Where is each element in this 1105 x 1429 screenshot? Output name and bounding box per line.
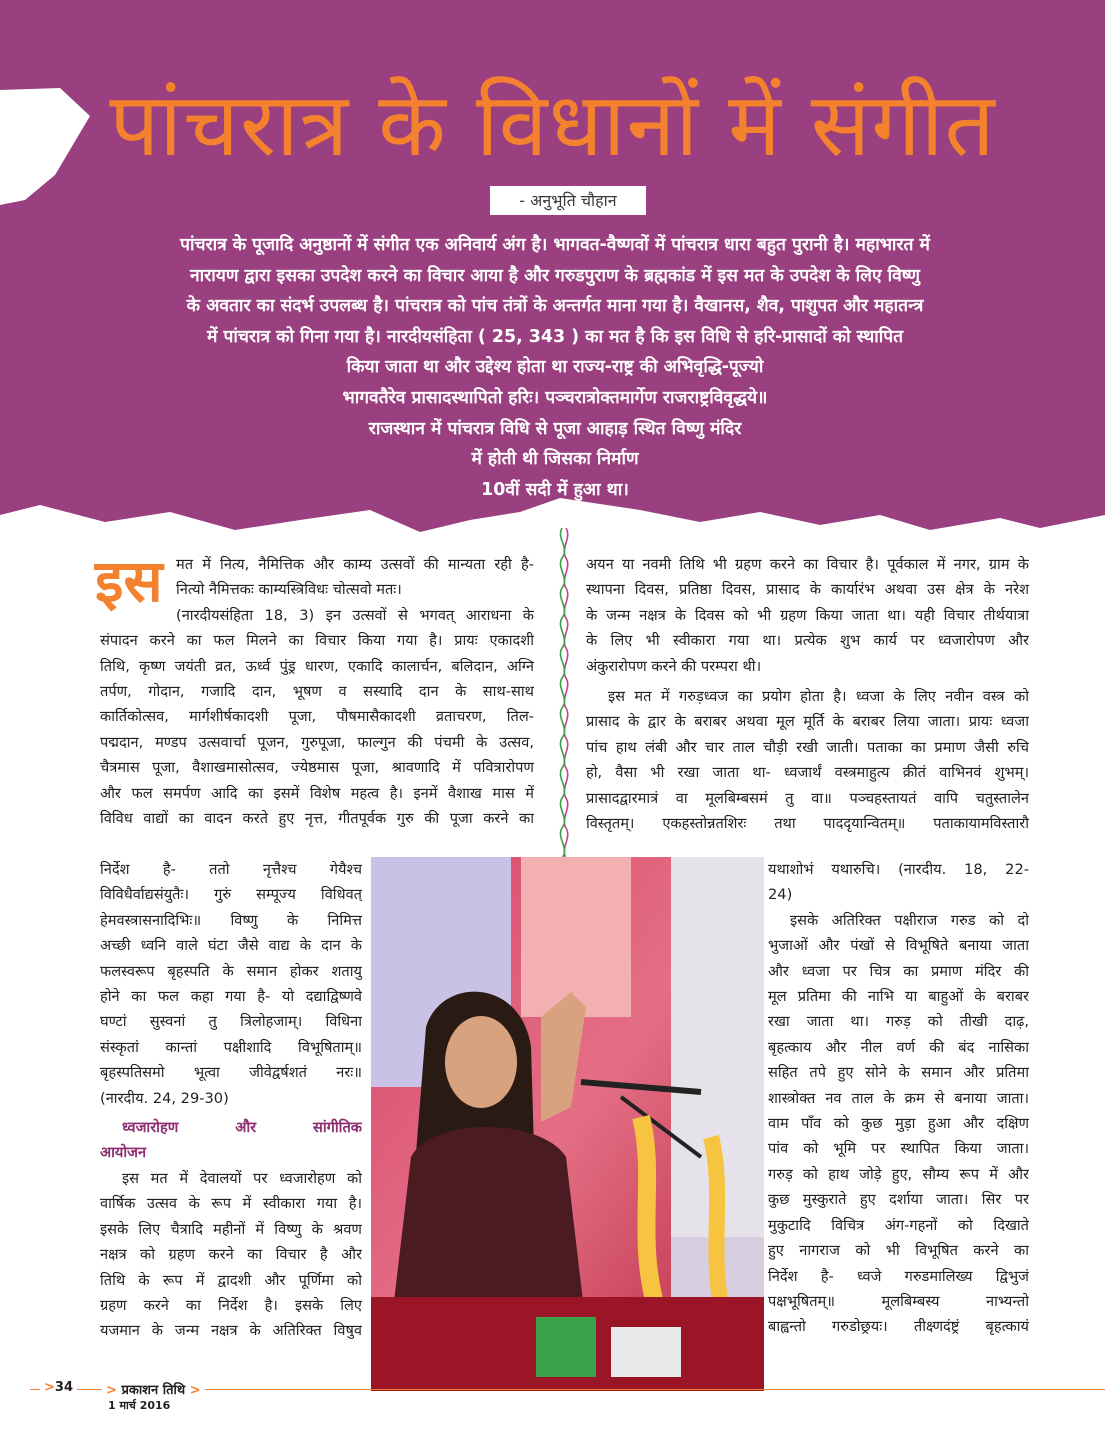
text-line: बाह्वन्तो गरुडोछ्रयः। तीक्ष्णदंष्ट्रं बृहत्कायं: [768, 1318, 1029, 1336]
text-line: और ध्वजा पर चित्र का प्रमाण मंदिर की: [768, 962, 1029, 980]
text-line: पांव को भूमि पर स्थापित किया जाता।: [768, 1140, 1029, 1158]
text-line: होने का फल कहा गया है- यो दद्याद्विष्णवे: [100, 988, 362, 1006]
intro-line: राजस्थान में पांचरात्र विधि से पूजा आहाड़ स्थित विष्णु मंदिर: [368, 418, 742, 439]
article-title: पांचरात्र के विधानों में संगीत: [109, 73, 996, 176]
text-line: पांच हाथ लंबी और चार ताल चौड़ी रखी जाती। पताका का प्रमाण जैसी रुचि: [586, 738, 1029, 756]
text-line: सहित तपे हुए सोने के समान और प्रतिमा: [768, 1064, 1029, 1082]
text-line: पद्मदान, मण्डप उत्सवार्चा पूजन, गुरुपूजा, फाल्गुन की पंचमी के उत्सव,: [100, 733, 534, 751]
text-line: के जन्म नक्षत्र के दिवस को भी ग्रहण किया जाता था। यही विचार तीर्थयात्रा: [586, 606, 1029, 624]
text-line: फलस्वरूप बृहस्पति के समान होकर शतायु: [100, 962, 362, 980]
text-line: कार्तिकोत्सव, मार्गशीर्षकादशी पूजा, पौषमासैकादशी व्रताचरण, तिल-: [100, 708, 534, 726]
column-2-narrow: [768, 857, 1029, 1340]
text-line: शास्त्रोक्त नव ताल के क्रम से बनाया जाता।: [768, 1089, 1029, 1107]
text-line: (नारदीय. 24, 29-30): [100, 1089, 229, 1107]
text-line: घण्टां सुस्वनां तु त्रिलोहजाम्। विधिना: [100, 1013, 362, 1031]
issue-date: 1 मार्च 2016: [108, 1399, 171, 1412]
text-line: संपादन करने का फल मिलने का विचार किया गया है। प्रायः एकादशी: [100, 632, 534, 650]
section-heading: आयोजन: [100, 1144, 147, 1162]
text-line: विविधैर्वाद्यसंयुतैः। गुरुं सम्पूज्य विधिवत्: [100, 886, 362, 904]
intro-line: में पांचरात्र को गिना गया है। नारदीयसंहिता ( 25, 343 ) का मत है कि इस विधि से हरि-प्रासादों को स्थापित: [206, 326, 903, 347]
text-line: वार्षिक उत्सव के रूप में स्वीकारा गया है।: [100, 1195, 362, 1213]
text-line: मत में नित्य, नैमित्तिक और काम्य उत्सवों की मान्यता रही है-: [176, 556, 534, 573]
text-line: (नारदीयसंहिता 18, 3) इन उत्सवों से भगवत् आराधना के: [176, 606, 534, 624]
text-line: नित्यो नैमित्तकः काम्यस्त्रिविधः चोत्सवो मतः।: [176, 581, 402, 599]
column-1-narrow: [100, 857, 362, 1344]
text-line: इस मत में गरुड़ध्वज का प्रयोग होता है। ध्वजा के लिए नवीन वस्त्र को: [608, 688, 1029, 706]
text-line: बृहत्काय और नील वर्ण की बंद नासिका: [768, 1038, 1029, 1056]
intro-line: पांचरात्र के पूजादि अनुष्ठानों में संगीत एक अनिवार्य अंग है। भागवत-वैष्णवों में पांचरात्र धारा बहुत पुरानी है। महाभारत में: [180, 235, 930, 255]
text-line: रखा जाता था। गरुड़ को तीखी दाढ़,: [768, 1013, 1029, 1031]
text-line: इसके लिए चैत्रादि महीनों में विष्णु के श्रवण: [100, 1220, 362, 1238]
speaker-photo: [371, 857, 764, 1391]
text-line: मुकुटादि विचित्र अंग-गहनों को दिखाते: [768, 1216, 1029, 1234]
intro-line: भागवतैरेव प्रासादस्थापितो हरिः। पञ्चरात्रोक्तमार्गेण राजराष्ट्रविवृद्धये॥: [342, 387, 768, 408]
text-line: इस मत में देवालयों पर ध्वजारोहण को: [122, 1169, 362, 1187]
intro-line: में होती थी जिसका निर्माण: [471, 449, 639, 470]
text-line: तर्पण, गोदान, गजादि दान, भूषण व सस्यादि दान के साथ-साथ: [100, 683, 534, 701]
text-line: ग्रहण करने का निर्देश है। इसके लिए: [100, 1296, 362, 1314]
text-line: प्रासादद्वारमात्रं वा मूलबिम्बसमं तु वा॥ पञ्चहस्तायतं वापि चतुस्तालेन: [586, 789, 1029, 807]
text-line: अंकुरारोपण करने की परम्परा थी।: [586, 657, 762, 675]
intro-line: के अवतार का संदर्भ उपलब्ध है। पांचरात्र को पांच तंत्रों के अन्तर्गत माना गया है। वैखानस, शैव, पाशुपत और महातन्त्र: [186, 296, 924, 317]
text-line: अच्छी ध्वनि वाले घंटा जैसे वाद्य के दान के: [100, 937, 362, 955]
intro-line: किया जाता था और उद्देश्य होता था राज्य-राष्ट्र की अभिवृद्धि-पूज्यो: [346, 357, 764, 378]
text-line: भुजाओं और पंखों से विभूषिते बनाया जाता: [768, 937, 1029, 955]
text-line: स्थापना दिवस, प्रतिष्ठा दिवस, प्रासाद के कार्यारंभ अथवा उस क्षेत्र के नरेश: [586, 581, 1029, 599]
text-line: यथाशोभं यथारुचि। (नारदीय. 18, 22-: [768, 861, 1029, 878]
page-number: >34: [40, 1380, 77, 1395]
text-line: हो, वैसा भी रखा जाता था- ध्वजार्थं वस्त्रमाहुत्य क्रीतं वाभिनवं शुभम्।: [586, 764, 1029, 782]
text-line: तिथि, कृष्ण जयंती व्रत, ऊर्ध्व पुंड्र धारण, एकादि कालार्चन, बलिदान, अग्नि: [100, 657, 534, 675]
intro-line: 10वीं सदी में हुआ था।: [481, 479, 629, 500]
page-footer: [30, 1380, 1105, 1420]
text-line: निर्देश है- ध्वजे गरुडमालिख्य द्विभुजं: [768, 1267, 1029, 1285]
text-line: इसके अतिरिक्त पक्षीराज गरुड को दो: [790, 911, 1029, 929]
text-line: बृहस्पतिसमो भूत्वा जीवेद्वर्षशतं नरः॥: [100, 1064, 362, 1082]
text-line: और फल समर्पण आदि का इसमें विशेष महत्व है। इनमें वैशाख मास में: [100, 784, 534, 802]
text-line: विस्तृतम्। एकहस्तोन्नतशिरः तथा पाददृयान्वितम्॥ पताकायामविस्तारौ: [586, 815, 1029, 833]
text-line: निर्देश है- ततो नृत्तैश्च गेयैश्च: [100, 861, 362, 878]
text-line: 24): [768, 886, 793, 904]
text-line: वाम पाँव को कुछ मुड़ा हुआ और दक्षिण: [768, 1115, 1029, 1133]
text-line: प्रासाद के द्वार के बराबर अथवा मूल मूर्ति के बराबर लिया जाता। प्रायः ध्वजा: [586, 713, 1029, 731]
intro-paragraph: [70, 230, 1040, 505]
text-line: अयन या नवमी तिथि भी ग्रहण करने का विचार है। पूर्वकाल में नगर, ग्राम के: [586, 556, 1029, 573]
text-line: चैत्रमास पूजा, वैशाखमासोत्सव, ज्येष्ठमास पूजा, श्रावणादि में पवित्रारोपण: [100, 759, 534, 777]
text-line: कुछ मुस्कुराते हुए दर्शाया जाता। सिर पर: [768, 1191, 1029, 1209]
text-line: संस्कृतां कान्तां पक्षीशादि विभूषिताम्॥: [100, 1038, 362, 1056]
intro-line: नारायण द्वारा इसका उपदेश करने का विचार आया है और गरुडपुराण के ब्रह्मकांड में इस मत के उपदेश के लिए विष्णु: [190, 265, 920, 286]
text-line: हेमवस्त्रासनादिभिः॥ विष्णु के निमित्त: [100, 911, 362, 929]
text-line: तिथि के रूप में द्वादशी और पूर्णिमा को: [100, 1271, 362, 1289]
section-heading: ध्वजारोहण और सांगीतिक: [122, 1119, 362, 1137]
column-1-top: [100, 552, 534, 831]
magazine-name: > प्रकाशन तिथि >: [102, 1380, 205, 1398]
text-line: पक्षभूषितम्॥ मूलबिम्बस्य नाभ्यन्तो: [768, 1292, 1029, 1310]
text-line: के लिए भी स्वीकारा गया था। प्रत्येक शुभ कार्य पर ध्वजारोपण और: [586, 632, 1029, 650]
column-2-top: [586, 552, 1029, 836]
text-line: यजमान के जन्म नक्षत्र के अतिरिक्त विषुव: [100, 1322, 362, 1340]
text-line: हुए नागराज को भी विभूषित करने का: [768, 1242, 1029, 1260]
text-line: मूल प्रतिमा की नाभि या बाहुओं के बराबर: [768, 988, 1029, 1006]
author-byline: - अनुभूति चौहान: [490, 186, 646, 215]
drop-cap: इस: [95, 547, 163, 615]
column-divider-ornament: [556, 528, 576, 858]
text-line: नक्षत्र को ग्रहण करने का विचार है और: [100, 1246, 362, 1264]
text-line: गरुड़ को हाथ जोड़े हुए, सौम्य रूप में और: [768, 1165, 1029, 1183]
text-line: विविध वाद्यों का वादन करते हुए नृत्त, गीतपूर्वक गुरु की पूजा करने का: [100, 810, 534, 828]
